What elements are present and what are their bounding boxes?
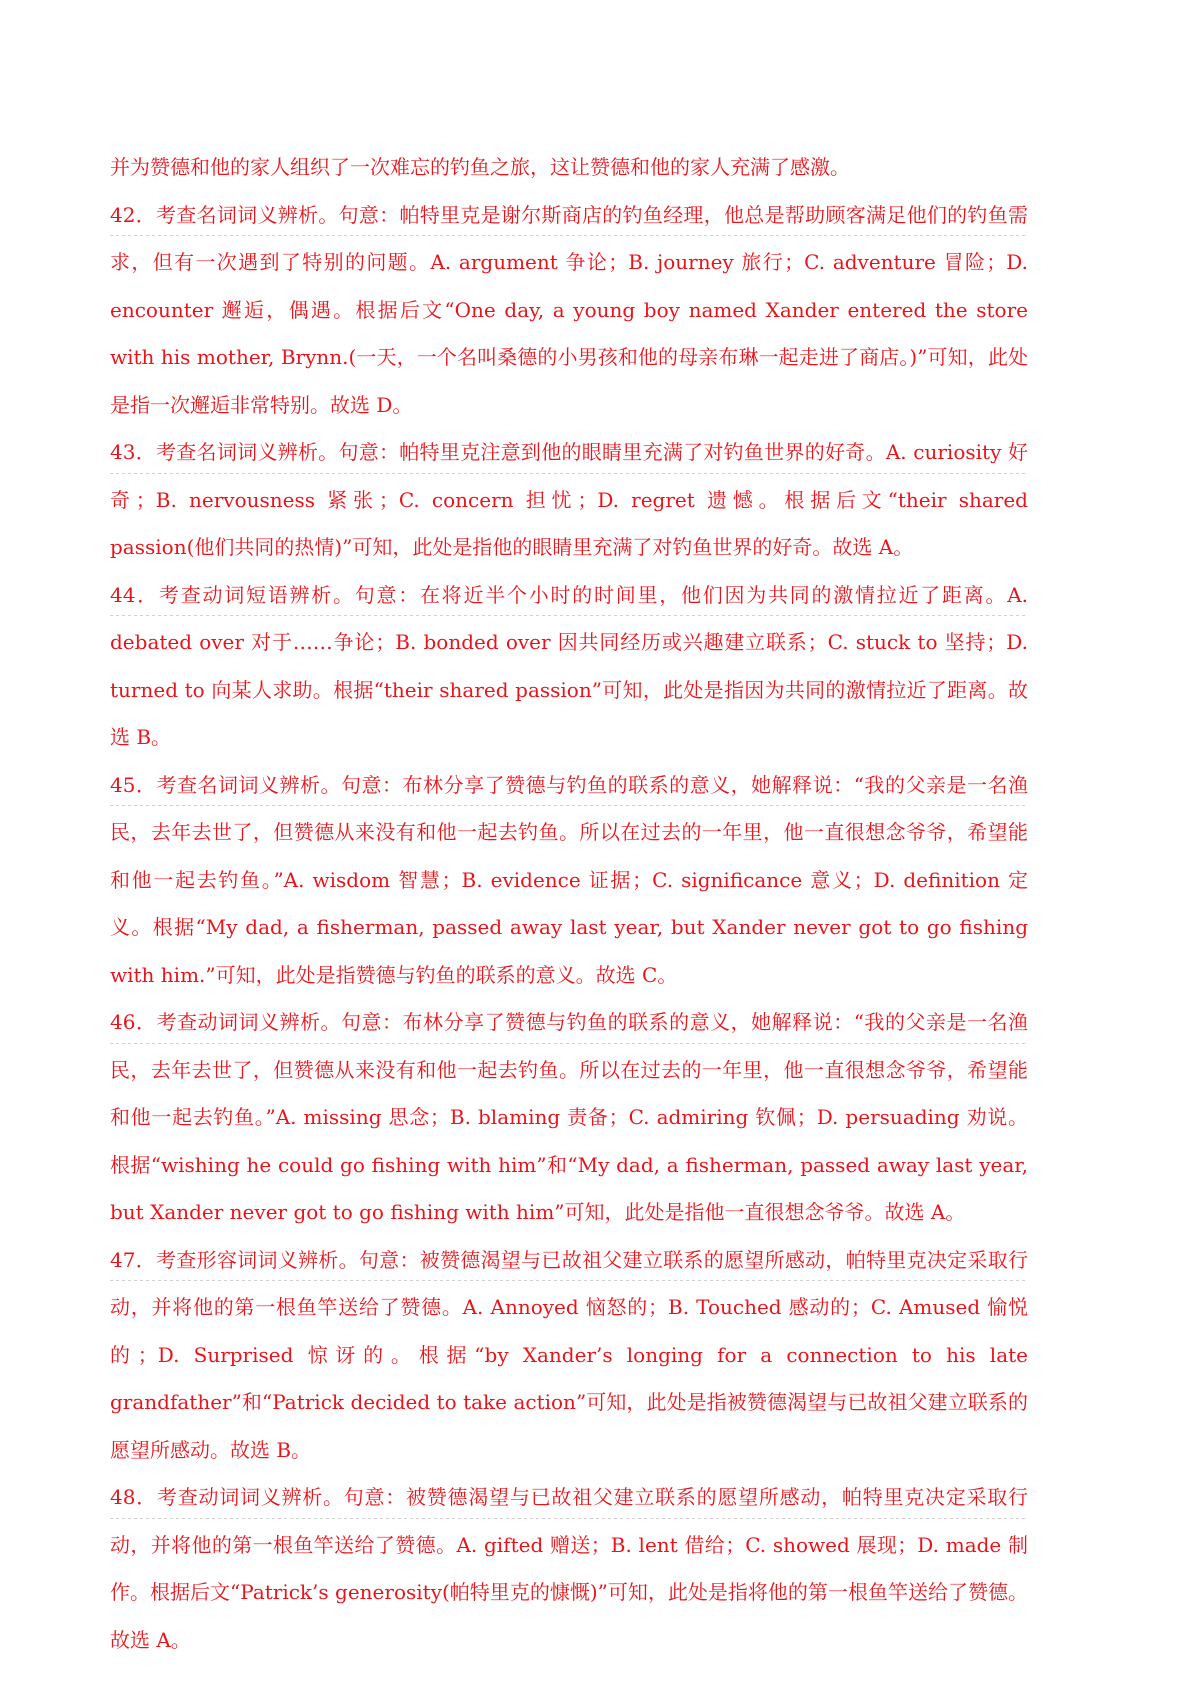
answer-explanations	[110, 144, 1028, 1664]
paragraph-question-48: 48．考查动词词义辨析。句意：被赞德渴望与已故祖父建立联系的愿望所感动，帕特里克决定采取行动，并将他的第一根鱼竿送给了赞德。A. gifted 赠送；B. lent 借给；C. showed 展现；D. made 制作。根据后文“Patrick’s generosity(帕特里克的慷慨)”可知，此处是指将他的第一根鱼竿送给了赞德。故选 A。	[110, 1474, 1028, 1664]
paragraph-question-43: 43．考查名词词义辨析。句意：帕特里克注意到他的眼睛里充满了对钓鱼世界的好奇。A. curiosity 好奇；B. nervousness 紧张；C. concern 担忧；D. regret 遗憾。根据后文“their shared passion(他们共同的热情)”可知，此处是指他的眼睛里充满了对钓鱼世界的好奇。故选 A。	[110, 429, 1028, 572]
paragraph-question-46: 46．考查动词词义辨析。句意：布林分享了赞德与钓鱼的联系的意义，她解释说：“我的父亲是一名渔民，去年去世了，但赞德从来没有和他一起去钓鱼。所以在过去的一年里，他一直很想念爷爷，希望能和他一起去钓鱼。”A. missing 思念；B. blaming 责备；C. admiring 钦佩；D. persuading 劝说。根据“wishing he could go fishing with him”和“My dad, a fisherman, passed away last year, but Xander never got to go fishing with him”可知，此处是指他一直很想念爷爷。故选 A。	[110, 999, 1028, 1237]
paragraph-question-47: 47．考查形容词词义辨析。句意：被赞德渴望与已故祖父建立联系的愿望所感动，帕特里克决定采取行动，并将他的第一根鱼竿送给了赞德。A. Annoyed 恼怒的；B. Touched 感动的；C. Amused 愉悦的；D. Surprised 惊讶的。根据“by Xander’s longing for a connection to his late grandfather”和“Patrick decided to take action”可知，此处是指被赞德渴望与已故祖父建立联系的愿望所感动。故选 B。	[110, 1237, 1028, 1475]
paragraph-41-continued: 并为赞德和他的家人组织了一次难忘的钓鱼之旅，这让赞德和他的家人充满了感激。	[110, 155, 850, 179]
paragraph-question-45: 45．考查名词词义辨析。句意：布林分享了赞德与钓鱼的联系的意义，她解释说：“我的父亲是一名渔民，去年去世了，但赞德从来没有和他一起去钓鱼。所以在过去的一年里，他一直很想念爷爷，希望能和他一起去钓鱼。”A. wisdom 智慧；B. evidence 证据；C. significance 意义；D. definition 定义。根据“My dad, a fisherman, passed away last year, but Xander never got to go fishing with him.”可知，此处是指赞德与钓鱼的联系的意义。故选 C。	[110, 762, 1028, 1000]
paragraph-question-44: 44．考查动词短语辨析。句意：在将近半个小时的时间里，他们因为共同的激情拉近了距离。A. debated over 对于……争论；B. bonded over 因共同经历或兴趣建立联系；C. stuck to 坚持；D. turned to 向某人求助。根据“their shared passion”可知，此处是指因为共同的激情拉近了距离。故选 B。	[110, 572, 1028, 762]
paragraph-question-42: 42．考查名词词义辨析。句意：帕特里克是谢尔斯商店的钓鱼经理，他总是帮助顾客满足他们的钓鱼需求，但有一次遇到了特别的问题。A. argument 争论；B. journey 旅行；C. adventure 冒险；D. encounter 邂逅，偶遇。根据后文“One day, a young boy named Xander entered the store with his mother, Brynn.(一天，一个名叫桑德的小男孩和他的母亲布琳一起走进了商店。)”可知，此处是指一次邂逅非常特别。故选 D。	[110, 192, 1028, 430]
